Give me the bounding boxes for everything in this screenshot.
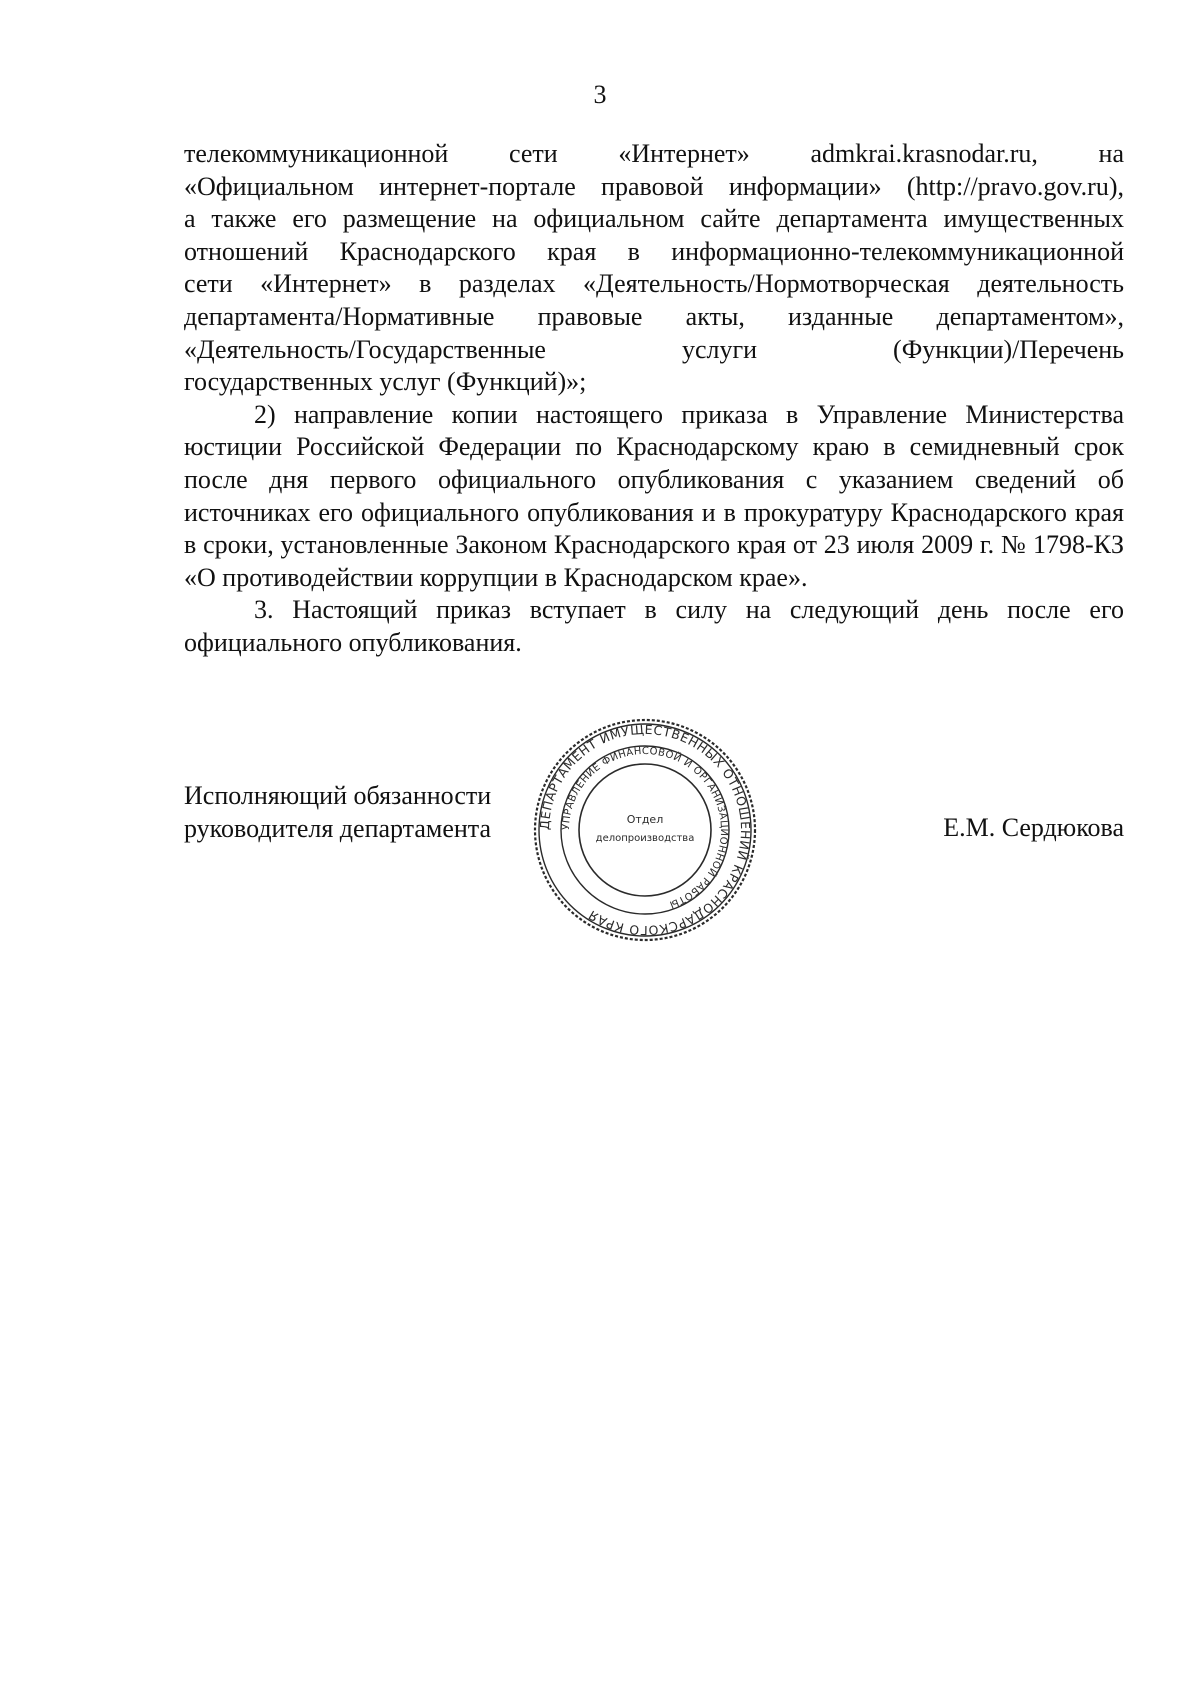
stamp-outer-text: ДЕПАРТАМЕНТ ИМУЩЕСТВЕННЫХ ОТНОШЕНИЙ КРАСНОДАРСКОГО КРАЯ [536,721,754,939]
paragraph-1-line-7: «Деятельность/Государственные услуги (Функции)/Перечень [184,334,1124,364]
paragraph-1-line-2: «Официальном интернет-портале правовой информации» (http://pravo.gov.ru), [184,171,1124,201]
page-number: 3 [593,80,607,109]
paragraph-3: 3. Настоящий приказ вступает в силу на следующий день после его официального опубликования. [184,595,1124,657]
stamp-inner-text: УПРАВЛЕНИЕ ФИНАНСОВОЙ И ОРГАНИЗАЦИОННОЙ РАБОТЫ [560,745,730,910]
paragraph-1-line-4: отношений Краснодарского края в информационно-телекоммуникационной [184,236,1124,266]
paragraph-1-line-3: а также его размещение на официальном сайте департамента имущественных [184,204,1124,234]
paragraph-1-line-8: государственных услуг (Функций)»; [184,367,587,397]
signatory-name: Е.М. Сердюкова [943,813,1124,842]
stamp-center-line-2: делопроизводства [595,833,695,844]
stamp-seal-icon [530,715,760,945]
paragraph-1-line-5: сети «Интернет» в разделах «Деятельность/Нормотворческая деятельность [184,269,1124,299]
paragraph-1-line-6: департамента/Нормативные правовые акты, изданные департаментом», [184,301,1124,331]
paragraph-1-line-1: телекоммуникационной сети «Интернет» admkrai.krasnodar.ru, на [184,139,1124,168]
stamp-center-line-1: Отдел [626,813,664,826]
signatory-title [184,780,491,845]
paragraph-2: 2) направление копии настоящего приказа в Управление Министерства юстиции Российской Федерации по Краснодарскому краю в семидневный срок после дня первого официального опубликования с указанием сведений об источниках его официального опубликования и в прокуратуру Краснодарского края в сроки, установленные Законом Краснодарского края от 23 июля 2009 г. № 1798-КЗ «О противодействии коррупции в Краснодарском крае». [184,399,1124,592]
signatory-title-line-2: руководителя департамента [184,813,492,843]
document-body [184,138,1124,660]
signatory-title-line-1: Исполняющий обязанности [184,781,492,810]
official-stamp [530,715,760,945]
